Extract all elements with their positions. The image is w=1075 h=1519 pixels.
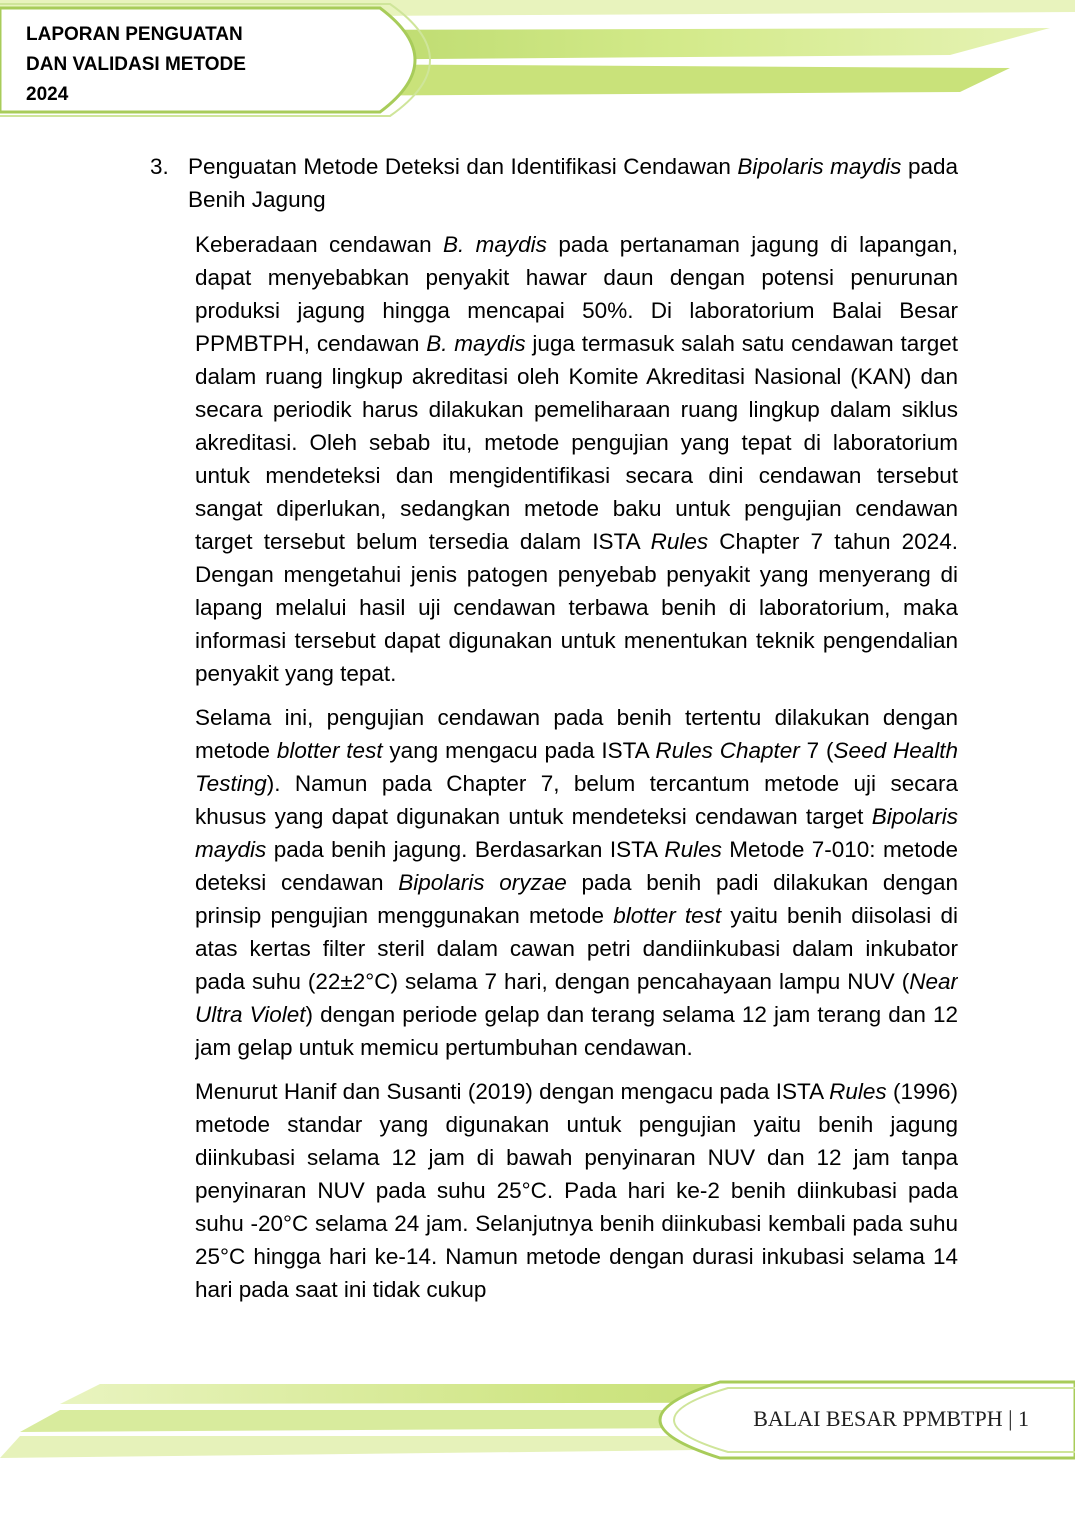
- section-title-species: Bipolaris maydis: [737, 154, 902, 179]
- report-title-line-1: LAPORAN PENGUATAN: [26, 24, 243, 45]
- italic-term: Rules: [829, 1079, 887, 1104]
- paragraph-text: pada benih padi dilakukan dengan prinsip pengujian menggunakan metode: [195, 870, 958, 928]
- paragraph: [195, 1075, 958, 1306]
- paragraph-text: Chapter 7 tahun 2024. Dengan mengetahui jenis patogen penyebab penyakit yang menyerang di lapang melalui hasil uji cendawan terbawa benih di laboratorium, maka informasi tersebut dapat digunakan untuk menentukan teknik pengendalian penyakit yang tepat.: [195, 529, 958, 686]
- italic-term: Seed Health Testing: [195, 738, 958, 796]
- footer-page-label: BALAI BESAR PPMBTPH | 1: [753, 1406, 1029, 1431]
- body-text: [195, 228, 958, 1378]
- italic-term: Rules Chapter: [655, 738, 800, 763]
- italic-term: Near Ultra Violet: [195, 969, 958, 1027]
- italic-term: Rules: [650, 529, 709, 554]
- report-title-line-3: 2024: [26, 84, 69, 105]
- paragraph: [195, 228, 958, 690]
- italic-term: blotter test: [613, 903, 722, 928]
- italic-term: blotter test: [276, 738, 383, 763]
- paragraph-text: Selama ini, pengujian cendawan pada benih tertentu dilakukan dengan metode: [195, 705, 958, 763]
- section-title-part: Penguatan Metode Deteksi dan Identifikasi Cendawan: [188, 154, 738, 179]
- paragraph-text: Metode 7-010: metode deteksi cendawan: [195, 837, 958, 895]
- paragraph-text: yang mengacu pada ISTA: [382, 738, 656, 763]
- section-title-part: pada Benih Jagung: [188, 154, 958, 212]
- paragraph-text: Menurut Hanif dan Susanti (2019) dengan mengacu pada ISTA: [195, 1079, 830, 1104]
- italic-term: Rules: [664, 837, 722, 862]
- report-title-line-2: DAN VALIDASI METODE: [26, 54, 246, 75]
- section-number: 3.: [150, 154, 169, 179]
- italic-term: Bipolaris maydis: [195, 804, 958, 862]
- section-title: [188, 150, 958, 216]
- italic-term: B. maydis: [443, 232, 547, 257]
- report-title: [26, 20, 246, 110]
- paragraph-text: pada pertanaman jagung di lapangan, dapat menyebabkan penyakit hawar daun dengan potensi penurunan produksi jagung hingga mencapai 50%. Di laboratorium Balai Besar PPMBTPH, cendawan: [195, 232, 958, 356]
- paragraph: [195, 701, 958, 1064]
- paragraph-text: ). Namun pada Chapter 7, belum tercantum metode uji secara khusus yang dapat digunakan untuk mendeteksi cendawan target: [195, 771, 958, 829]
- paragraph-text: 7 (: [799, 738, 834, 763]
- paragraph-text: juga termasuk salah satu cendawan target dalam ruang lingkup akreditasi oleh Komite Akreditasi Nasional (KAN) dan secara periodik harus dilakukan pemeliharaan ruang lingkup dalam siklus akreditasi. Oleh sebab itu, metode pengujian yang tepat di laboratorium untuk mendeteksi dan mengidentifikasi secara dini cendawan tersebut sangat diperlukan, sedangkan metode baku untuk pengujian cendawan target tersebut belum tersedia dalam ISTA: [195, 331, 958, 554]
- italic-term: B. maydis: [426, 331, 526, 356]
- paragraph-text: (1996) metode standar yang digunakan untuk pengujian yaitu benih jagung diinkubasi selama 12 jam di bawah penyinaran NUV dan 12 jam tanpa penyinaran NUV pada suhu 25°C. Pada hari ke-2 benih diinkubasi pada suhu -20°C selama 24 jam. Selanjutnya benih diinkubasi kembali pada suhu 25°C hingga hari ke-14. Namun metode dengan durasi inkubasi selama 14 hari pada saat ini tidak cukup: [195, 1079, 958, 1302]
- paragraph-text: pada benih jagung. Berdasarkan ISTA: [266, 837, 665, 862]
- italic-term: Bipolaris oryzae: [398, 870, 567, 895]
- paragraph-text: ) dengan periode gelap dan terang selama 12 jam terang dan 12 jam gelap untuk memicu pertumbuhan cendawan.: [195, 1002, 958, 1060]
- section-heading: [150, 150, 958, 216]
- paragraph-text: Keberadaan cendawan: [195, 232, 443, 257]
- paragraph-text: yaitu benih diisolasi di atas kertas filter steril dalam cawan petri dandiinkubasi dalam inkubator pada suhu (22±2°C) selama 7 hari, dengan pencahayaan lampu NUV (: [195, 903, 958, 994]
